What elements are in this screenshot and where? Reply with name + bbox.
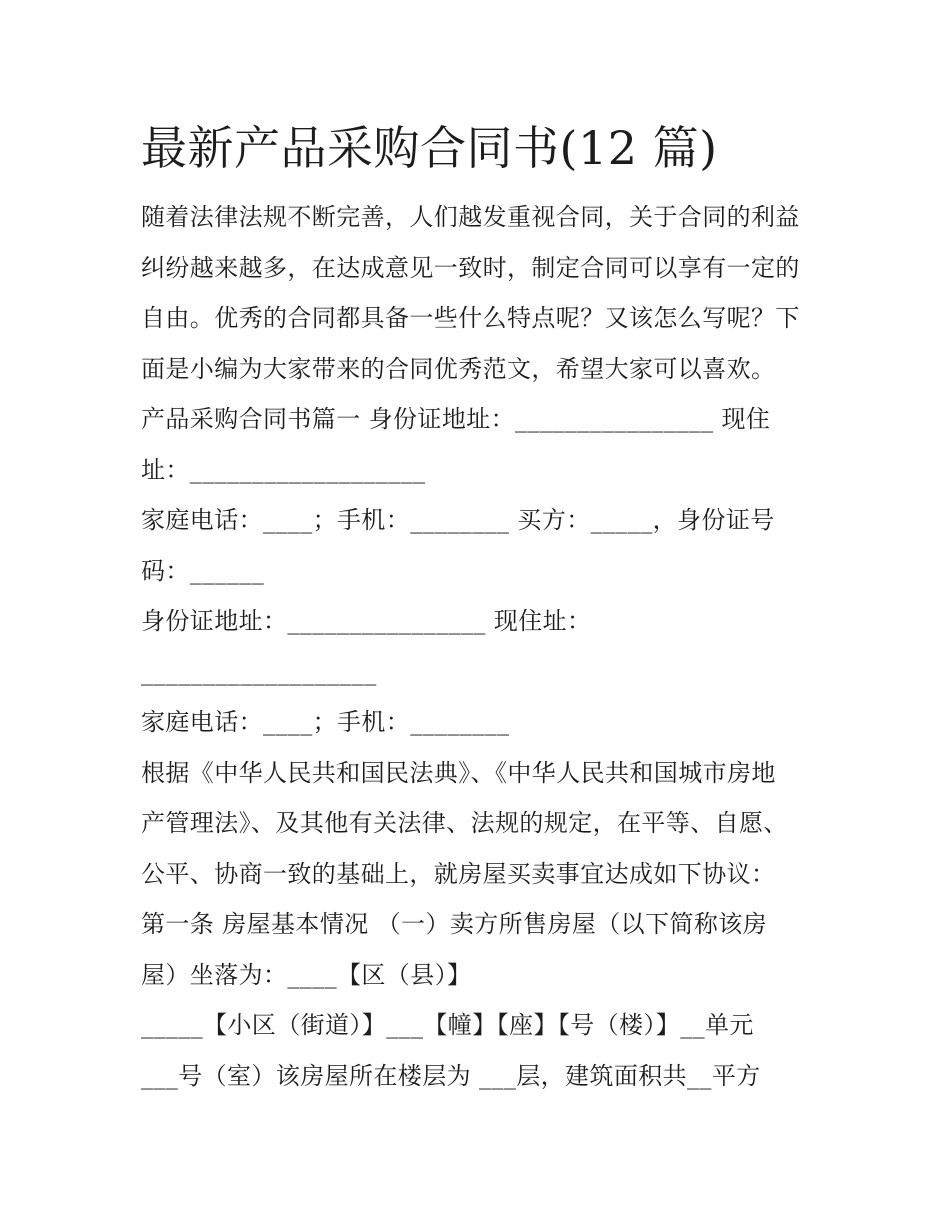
paragraph-line: 家庭电话：____；手机：________ xyxy=(141,708,510,736)
paragraph-line: 身份证地址：________________ 现住址： xyxy=(141,607,592,635)
paragraph-line: 产管理法》、及其他有关法律、法规的规定，在平等、自愿、 xyxy=(141,809,788,837)
paragraph-line: 第一条 房屋基本情况 （一）卖方所售房屋（以下简称该房 xyxy=(141,910,768,938)
document-title: 最新产品采购合同书(12 篇) xyxy=(141,121,718,175)
paragraph-line: 自由。优秀的合同都具备一些什么特点呢？又该怎么写呢？下 xyxy=(141,304,800,332)
paragraph-line: ___________________ xyxy=(141,657,377,686)
paragraph-line: 码：______ xyxy=(141,556,265,585)
paragraph-line: 纠纷越来越多，在达成意见一致时，制定合同可以享有一定的 xyxy=(141,253,800,282)
paragraph-line: 屋）坐落为：____【区（县）】 xyxy=(141,960,472,989)
paragraph-line: ___号（室）该房屋所在楼层为 ___层，建筑面积共__平方 xyxy=(141,1061,761,1090)
paragraph-line: 公平、协商一致的基础上，就房屋买卖事宜达成如下协议： xyxy=(141,859,776,888)
paragraph-line: 家庭电话：____；手机：________ 买方：_____，身份证号 xyxy=(141,506,775,534)
paragraph-line: 随着法律法规不断完善，人们越发重视合同，关于合同的利益 xyxy=(141,203,800,231)
paragraph-line: _____【小区（街道）】___【幢】【座】【号（楼）】__单元 xyxy=(141,1011,754,1039)
document-content xyxy=(141,112,831,1101)
paragraph-line: 根据《中华人民共和国民法典》、《中华人民共和国城市房地 xyxy=(141,758,776,787)
paragraph-line: 址：___________________ xyxy=(141,455,426,484)
paragraph-line: 面是小编为大家带来的合同优秀范文，希望大家可以喜欢。 xyxy=(141,354,776,383)
document-body xyxy=(141,192,831,1101)
paragraph-line: 产品采购合同书篇一 身份证地址：________________ 现住 xyxy=(141,405,771,433)
